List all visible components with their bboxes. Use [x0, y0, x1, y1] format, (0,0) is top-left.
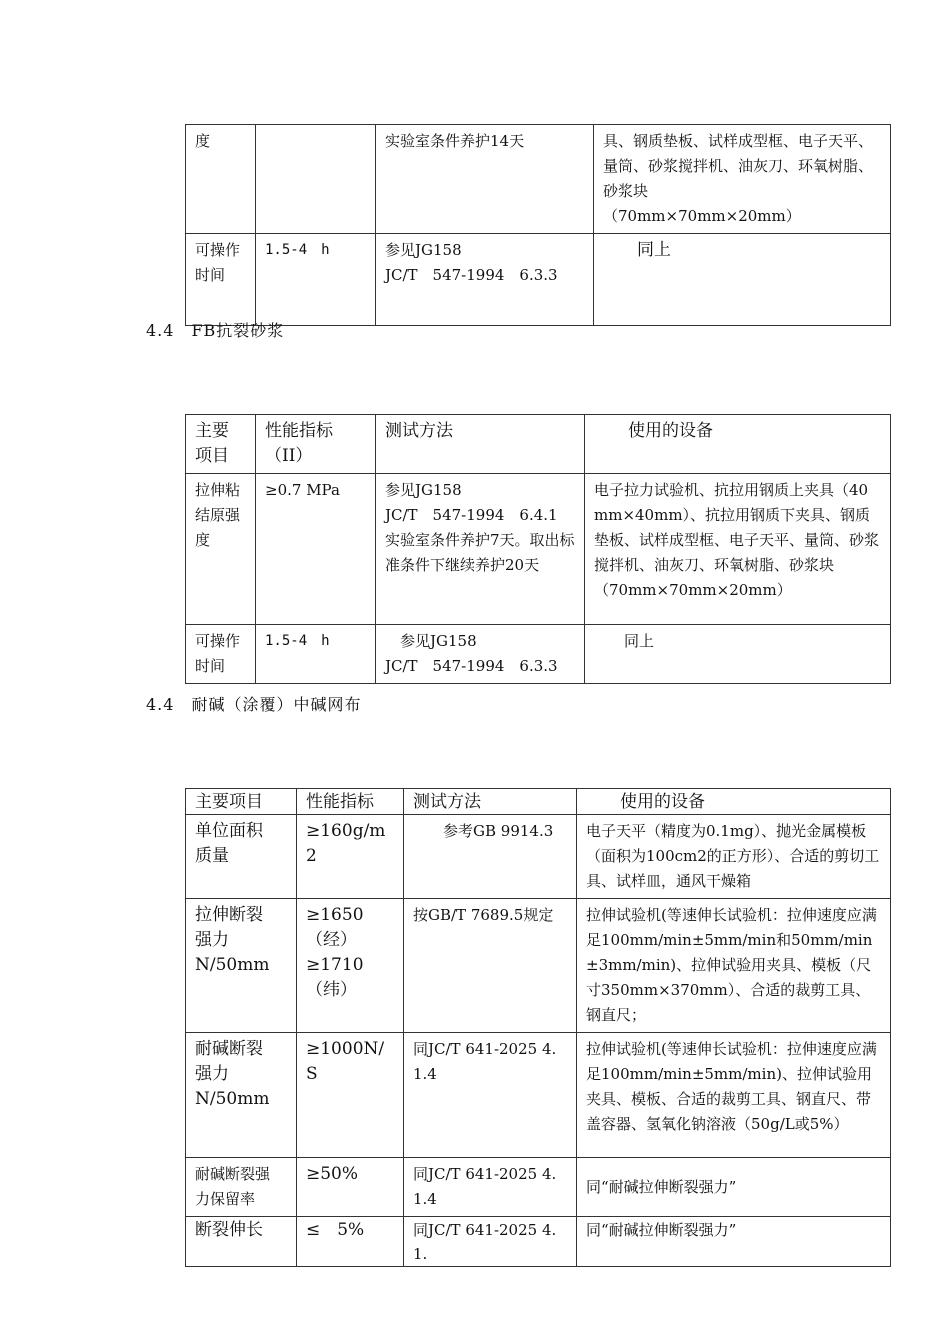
cell-spec: ≥160g/m2 — [297, 815, 404, 899]
cell-item: 可操作 时间 — [186, 234, 256, 326]
cell-item: 断裂伸长 — [186, 1217, 297, 1267]
header-method: 测试方法 — [376, 415, 585, 474]
cell-method: 参见JG158 JC/T 547-1994 6.3.3 — [376, 625, 585, 684]
cell-spec: 1.5-4 h — [256, 234, 376, 326]
cell-equipment: 拉伸试验机(等速伸长试验机：拉伸速度应满足100mm/min±5mm/min和50mm/min±3mm/min)、拉伸试验用夹具、模板（尺寸350mm×370mm）、合适的裁剪工具、钢直尺； — [577, 899, 891, 1033]
table-row — [186, 899, 891, 1033]
cell-equipment: 同上 — [594, 234, 891, 326]
cell-spec: 1.5-4 h — [256, 625, 376, 684]
cell-item: 耐碱断裂强 力保留率 — [186, 1158, 297, 1217]
header-spec: 性能指标 — [297, 789, 404, 815]
cell-method: 同JC/T 641-2025 4.1.4 — [404, 1158, 577, 1217]
cell-item: 度 — [186, 125, 256, 234]
table-fb-mortar — [185, 414, 891, 684]
header-method: 测试方法 — [404, 789, 577, 815]
section-heading: 4.4 耐碱（涂覆）中碱网布 — [146, 695, 362, 714]
cell-method: 实验室条件养护14天 — [376, 125, 594, 234]
cell-equipment: 具、钢质垫板、试样成型框、电子天平、量筒、砂浆搅拌机、油灰刀、环氧树脂、砂浆块 （70mm×70mm×20mm） — [594, 125, 891, 234]
cell-method: 按GB/T 7689.5规定 — [404, 899, 577, 1033]
cell-spec — [256, 125, 376, 234]
cell-spec: ≥1650 （经） ≥1710 （纬） — [297, 899, 404, 1033]
cell-spec: ≥50% — [297, 1158, 404, 1217]
cell-spec: ≥0.7 MPa — [256, 474, 376, 625]
cell-equipment: 同上 — [585, 625, 891, 684]
table-row — [186, 815, 891, 899]
cell-item: 单位面积 质量 — [186, 815, 297, 899]
section-heading: 4.4 FB抗裂砂浆 — [146, 321, 285, 340]
cell-method: 同JC/T 641-2025 4.1. — [404, 1217, 577, 1267]
cell-equipment: 同“耐碱拉伸断裂强力” — [577, 1158, 891, 1217]
cell-item: 耐碱断裂 强力 N/50mm — [186, 1033, 297, 1158]
cell-method: 参考GB 9914.3 — [404, 815, 577, 899]
table-row — [186, 1217, 891, 1267]
cell-item: 拉伸粘 结原强 度 — [186, 474, 256, 625]
table-mesh-cloth — [185, 788, 891, 1267]
table-row — [186, 234, 891, 326]
cell-equipment: 电子天平（精度为0.1mg）、抛光金属模板（面积为100cm2的正方形）、合适的剪切工具、试样皿，通风干燥箱 — [577, 815, 891, 899]
table-row — [186, 1033, 891, 1158]
header-item: 主要 项目 — [186, 415, 256, 474]
table-header-row — [186, 415, 891, 474]
table-row — [186, 1158, 891, 1217]
table-row — [186, 625, 891, 684]
cell-spec: ≤ 5% — [297, 1217, 404, 1267]
header-item: 主要项目 — [186, 789, 297, 815]
cell-equipment: 电子拉力试验机、抗拉用钢质上夹具（40mm×40mm）、抗拉用钢质下夹具、钢质垫板、试样成型框、电子天平、量筒、砂浆搅拌机、油灰刀、环氧树脂、砂浆块 （70mm×70mm×20mm） — [585, 474, 891, 625]
table-header-row — [186, 789, 891, 815]
table-continued — [185, 124, 891, 326]
cell-method: 参见JG158 JC/T 547-1994 6.4.1 实验室条件养护7天。取出标准条件下继续养护20天 — [376, 474, 585, 625]
cell-method: 同JC/T 641-2025 4.1.4 — [404, 1033, 577, 1158]
cell-spec: ≥1000N/S — [297, 1033, 404, 1158]
cell-item: 可操作 时间 — [186, 625, 256, 684]
cell-method: 参见JG158 JC/T 547-1994 6.3.3 — [376, 234, 594, 326]
cell-item: 拉伸断裂 强力 N/50mm — [186, 899, 297, 1033]
header-equipment: 使用的设备 — [577, 789, 891, 815]
cell-equipment: 拉伸试验机(等速伸长试验机：拉伸速度应满足100mm/min±5mm/min)、拉伸试验用夹具、模板、合适的裁剪工具、钢直尺、带盖容器、氢氧化钠溶液（50g/L或5%） — [577, 1033, 891, 1158]
table-row — [186, 474, 891, 625]
header-equipment: 使用的设备 — [585, 415, 891, 474]
header-spec: 性能指标 （II） — [256, 415, 376, 474]
table-row — [186, 125, 891, 234]
cell-equipment: 同“耐碱拉伸断裂强力” — [577, 1217, 891, 1267]
